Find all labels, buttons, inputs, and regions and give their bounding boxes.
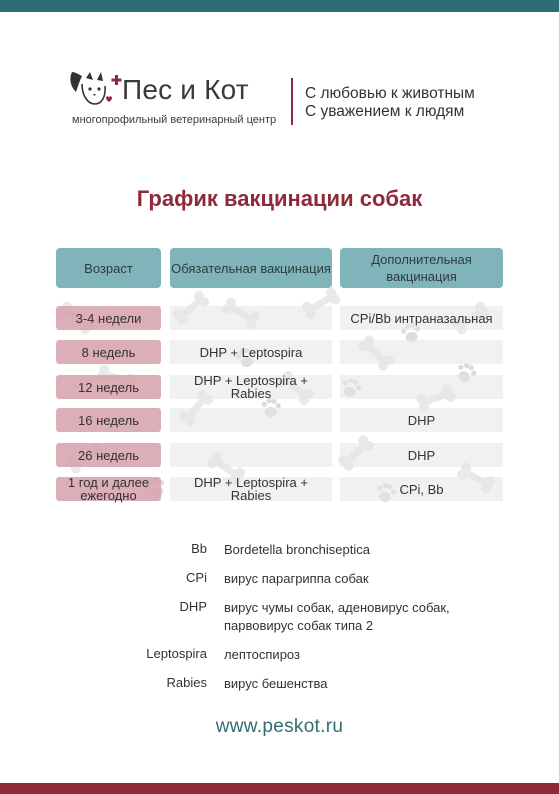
motto-line-2: С уважением к людям <box>305 103 465 120</box>
age-cell: 3-4 недели <box>56 306 161 330</box>
column-header-age: Возраст <box>56 248 161 288</box>
age-cell: 1 год и далее ежегодно <box>56 477 161 501</box>
additional-vaccine-cell: CPi, Bb <box>340 477 503 501</box>
table-row <box>0 340 559 364</box>
legend-desc: лептоспироз <box>224 647 300 662</box>
required-vaccine-cell <box>170 306 332 330</box>
website-link[interactable]: www.peskot.ru <box>215 716 344 737</box>
legend-desc: Bordetella bronchiseptica <box>224 542 370 557</box>
required-vaccine-cell: DHP + Leptospira + Rabies <box>170 375 332 399</box>
brand-name: Пес и Кот <box>122 74 249 105</box>
table-row <box>0 375 559 399</box>
legend-abbr: Leptospira <box>146 646 207 661</box>
motto-line-1: С любовью к животным <box>305 85 475 102</box>
column-header-required: Обязательная вакцинация <box>170 248 332 288</box>
medical-cross-icon <box>112 75 122 85</box>
column-header-additional: Дополнительная вакцинация <box>340 248 503 288</box>
header-divider <box>291 78 293 125</box>
additional-vaccine-cell: DHP <box>340 443 503 467</box>
age-cell: 26 недель <box>56 443 161 467</box>
legend-abbr: Rabies <box>166 675 207 690</box>
table-row <box>0 306 559 330</box>
dog-cat-logo-icon <box>68 70 124 110</box>
additional-vaccine-cell: CPi/Bb интраназальная <box>340 306 503 330</box>
age-cell: 12 недель <box>56 375 161 399</box>
table-row <box>0 408 559 432</box>
brand-subtitle: многопрофильный ветеринарный центр <box>72 114 277 126</box>
legend-desc: вирус парагриппа собак <box>224 571 369 586</box>
legend-desc: вирус чумы собак, аденовирус собак, парвовирус собак типа 2 <box>224 600 450 633</box>
age-cell: 16 недель <box>56 408 161 432</box>
legend-desc: вирус бешенства <box>224 676 328 691</box>
age-cell: 8 недель <box>56 340 161 364</box>
required-vaccine-cell <box>170 408 332 432</box>
required-vaccine-cell: DHP + Leptospira + Rabies <box>170 477 332 501</box>
additional-vaccine-cell <box>340 340 503 364</box>
additional-vaccine-cell <box>340 375 503 399</box>
bottom-accent-bar <box>0 783 559 794</box>
page-title: График вакцинации собак <box>136 186 423 211</box>
legend-abbr: CPi <box>186 570 207 585</box>
legend-abbr: DHP <box>179 599 207 614</box>
top-accent-bar <box>0 0 559 12</box>
heart-icon <box>106 96 112 102</box>
table-row <box>0 443 559 467</box>
required-vaccine-cell <box>170 443 332 467</box>
required-vaccine-cell: DHP + Leptospira <box>170 340 332 364</box>
table-row <box>0 477 559 501</box>
additional-vaccine-cell: DHP <box>340 408 503 432</box>
legend-abbr: Bb <box>191 541 207 556</box>
